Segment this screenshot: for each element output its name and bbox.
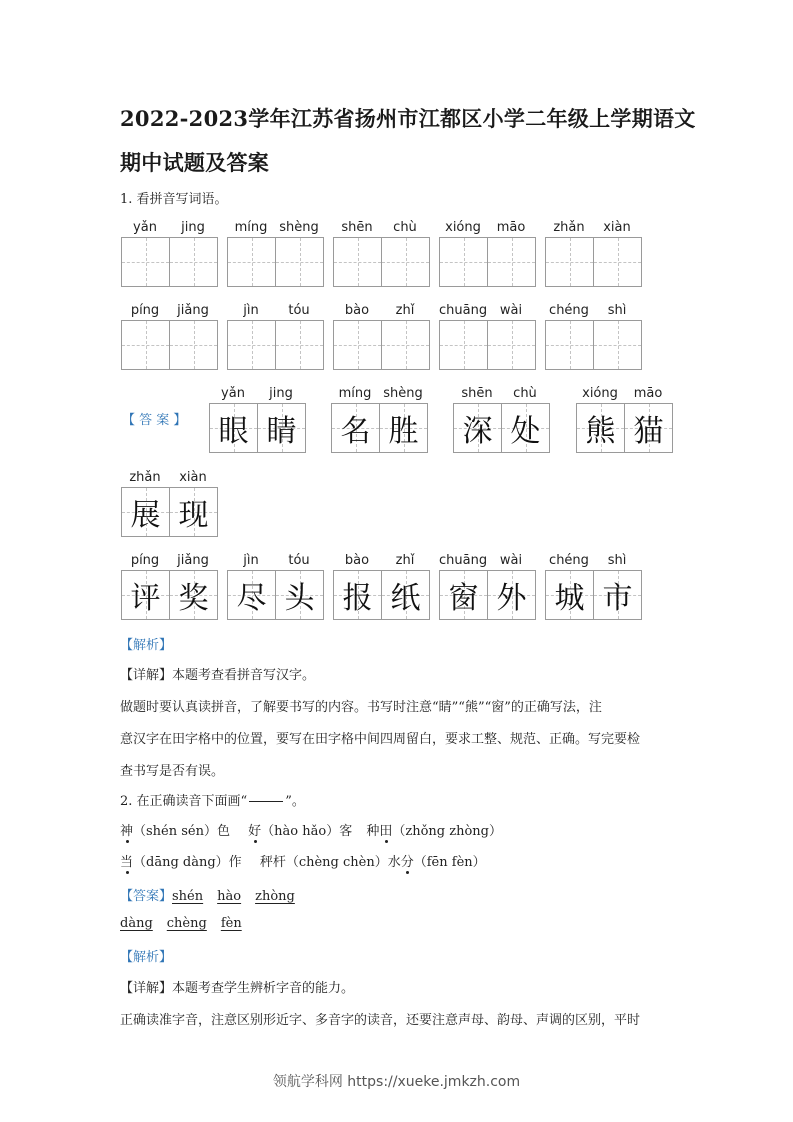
answer-pinyin: dàng [120,916,153,931]
pinyin: tóu [288,553,310,568]
tianzige-box[interactable] [545,237,642,287]
pinyin: jing [269,386,293,401]
pinyin: zhǐ [395,553,415,568]
pinyin: māo [633,386,663,401]
option-text: （shén sén）色 [133,824,230,839]
explanation-line-1: 正确读准字音，注意区别形近字、多音字的读音，还要注意声母、韵母、声调的区别，平时 [120,1013,641,1028]
answer-label: 【 答 案 】 [122,413,187,428]
answer-char: 市 [602,581,633,616]
dotted-char: 好 [248,824,262,839]
answer-char: 处 [510,414,541,449]
pinyin: jing [181,220,205,235]
pinyin: jìn [243,553,259,568]
q2-answer-line-2 [120,916,242,931]
option-text: （dāng dàng）作 [133,855,242,870]
pinyin: chuāng [439,303,488,318]
answer-char: 展 [130,498,161,533]
pinyin: shèng [383,386,423,401]
pinyin: wài [499,553,523,568]
question-1-prompt: 1. 看拼音写词语。 [120,192,228,207]
pinyin: yǎn [133,220,157,235]
answer-char: 猫 [633,414,664,449]
dotted-char: 分 [400,855,414,870]
underline-blank [249,801,283,802]
answer-tianzige [333,570,430,620]
answer-pinyin: fèn [220,916,242,931]
pinyin: zhǎn [129,470,161,485]
option-text: （hào hǎo）客 [261,824,353,839]
answer-char: 纸 [390,581,421,616]
pinyin: zhǎn [553,220,585,235]
answer-label: 【答案】 [120,889,173,904]
analysis-label: 【解析】 [120,950,173,965]
dotted-char: 神 [120,824,134,839]
page-title-line1: 2022-2023学年江苏省扬州市江都区小学二年级上学期语文 [120,106,696,131]
dotted-char: 当 [120,855,134,870]
answer-pinyin: hào [217,889,242,904]
answer-char: 熊 [585,414,616,449]
option-text: 种 [366,824,380,839]
answer-char: 名 [340,414,371,449]
answer-char: 窗 [448,581,479,616]
tianzige-box[interactable] [545,320,642,370]
pinyin: zhǐ [395,303,415,318]
detail-label: 【详解】 [120,668,173,683]
pinyin: wài [499,303,523,318]
pinyin: yǎn [221,386,245,401]
option-text: （zhǒng zhòng） [392,824,502,839]
pinyin: tóu [288,303,310,318]
answer-tianzige [227,570,324,620]
prompt-text-end: ”。 [285,794,305,809]
answer-pinyin: chèng [166,916,207,931]
pinyin: píng [130,303,160,318]
tianzige-box[interactable] [439,237,536,287]
q2-answer-line-1 [120,885,295,904]
answer-pinyin: zhòng [255,889,295,904]
pinyin: shèng [279,220,319,235]
answer-pinyin: shén [172,889,204,904]
answer-char: 眼 [218,414,249,449]
pinyin: xiàn [179,470,207,485]
explanation-line-3: 查书写是否有误。 [120,764,225,779]
tianzige-box[interactable] [121,237,218,287]
tianzige-box[interactable] [227,320,324,370]
tianzige-box[interactable] [121,320,218,370]
detail-text: 本题考查学生辨析字音的能力。 [172,981,355,996]
answer-char: 报 [342,581,373,616]
pinyin: xióng [582,386,618,401]
tianzige-box[interactable] [439,320,536,370]
pinyin: shēn [461,386,493,401]
footer-watermark: 领航学科网 https://xueke.jmkzh.com [272,1074,521,1090]
analysis-label: 【解析】 [120,638,173,653]
pinyin: chéng [549,553,589,568]
tianzige-box[interactable] [333,237,430,287]
pinyin: jiǎng [177,553,209,568]
pinyin: chuāng [439,553,488,568]
answer-char: 奖 [178,581,209,616]
dotted-char: 田 [379,824,393,839]
pinyin: bào [344,303,370,318]
answer-char: 睛 [266,414,297,449]
pinyin: chù [393,220,417,235]
answer-char: 外 [496,581,527,616]
answer-char: 胜 [388,414,419,449]
pinyin: jiǎng [177,303,209,318]
answer-char: 深 [462,414,493,449]
option-text: （fēn fèn） [413,855,486,870]
answer-tianzige [439,570,536,620]
tianzige-box[interactable] [227,237,324,287]
pinyin: míng [338,386,372,401]
pinyin: shēn [341,220,373,235]
answer-tianzige [545,570,642,620]
tianzige-box[interactable] [333,320,430,370]
explanation-line-2: 意汉字在田字格中的位置，要写在田字格中间四周留白，要求工整、规范、正确。写完要检 [120,732,641,747]
answer-tianzige [453,403,550,453]
pinyin: shì [607,303,627,318]
answer-tianzige [209,403,306,453]
answer-tianzige [331,403,428,453]
detail-line [120,977,354,996]
detail-text: 本题考查看拼音写汉字。 [172,668,316,683]
q2-line-1 [120,820,502,839]
answer-char: 现 [178,498,209,533]
pinyin: shì [607,553,627,568]
page-title-line2: 期中试题及答案 [120,150,270,175]
pinyin: xiàn [603,220,631,235]
answer-char: 城 [554,581,585,616]
question-2-prompt [120,790,305,809]
pinyin: píng [130,553,160,568]
pinyin: jìn [243,303,259,318]
answer-tianzige [121,570,218,620]
pinyin: māo [496,220,526,235]
explanation-line-1: 做题时要认真读拼音，了解要书写的内容。书写时注意“睛”“熊”“窗”的正确写法，注 [120,700,602,715]
pinyin: bào [344,553,370,568]
pinyin: chéng [549,303,589,318]
prompt-text: 2. 在正确读音下面画“ [120,794,248,809]
answer-char: 头 [284,581,315,616]
answer-tianzige [121,487,218,537]
option-text: 秤杆（chèng chèn）水 [259,855,401,870]
detail-label: 【详解】 [120,981,173,996]
pinyin: míng [234,220,268,235]
pinyin: chù [513,386,537,401]
answer-tianzige [576,403,673,453]
detail-line [120,664,315,683]
pinyin: xióng [445,220,481,235]
answer-char: 尽 [236,581,267,616]
q2-line-2 [120,851,486,870]
answer-char: 评 [130,581,161,616]
